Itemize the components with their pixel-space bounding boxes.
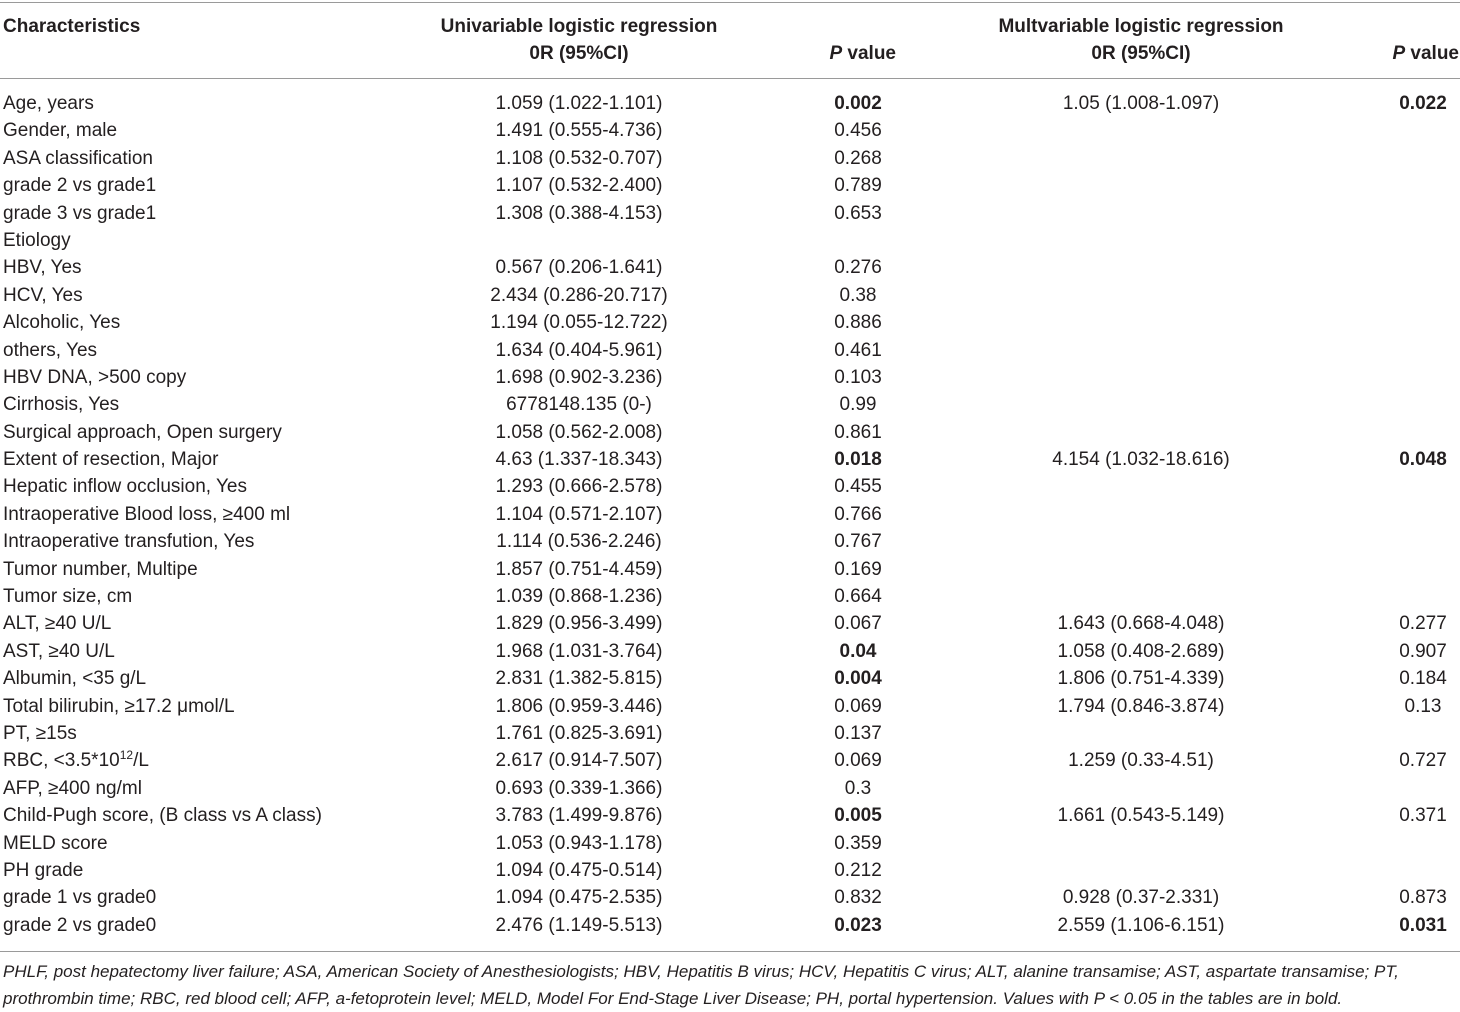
cell-univariable-or: 3.783 (1.499-9.876) [495,805,663,827]
cell-univariable-p: 0.005 [834,805,882,827]
header-univariable-p-label: value [842,43,896,64]
characteristic-label: MELD score [3,832,108,854]
table-row [0,172,1460,199]
characteristic-label: ASA classification [3,147,153,169]
cell-univariable-or: 1.053 (0.943-1.178) [495,832,663,854]
cell-characteristic [3,912,156,939]
characteristic-label: Intraoperative Blood loss, ≥400 ml [3,503,291,525]
characteristic-unit: /L [133,750,149,772]
cell-univariable-or: 1.039 (0.868-1.236) [495,586,663,608]
cell-univariable-p: 0.018 [834,449,882,471]
header-univariable [416,13,742,67]
cell-univariable-p: 0.861 [834,421,882,443]
table-body [0,90,1460,939]
cell-multivariable-p: 0.727 [1399,750,1447,772]
table-row [0,309,1460,336]
cell-univariable-or: 1.059 (1.022-1.101) [495,93,663,114]
cell-univariable-or: 1.094 (0.475-0.514) [495,859,663,881]
characteristic-label: Surgical approach, Open surgery [3,421,282,443]
characteristic-label: grade 2 vs grade1 [3,175,157,197]
cell-univariable-p: 0.069 [834,750,882,772]
cell-univariable-p: 0.023 [834,914,882,936]
cell-characteristic [3,830,108,857]
table-row [0,501,1460,528]
cell-univariable-or: 1.806 (0.959-3.446) [495,695,663,717]
cell-characteristic [3,775,142,802]
cell-univariable-or: 1.968 (1.031-3.764) [495,640,663,662]
cell-multivariable-p: 0.907 [1399,640,1447,662]
header-multivariable-or: 0R (95%CI) [1091,43,1191,64]
table-row [0,117,1460,144]
cell-univariable-p: 0.3 [844,777,872,799]
cell-univariable-p: 0.456 [834,120,882,142]
cell-characteristic [3,610,111,637]
cell-characteristic [3,117,117,144]
cell-multivariable-or: 1.259 (0.33-4.51) [1068,750,1214,772]
table-bottom-rule [0,951,1460,952]
header-multivariable-title: Multvariable logistic regression [998,16,1284,37]
cell-univariable-or: 2.831 (1.382-5.815) [495,668,663,690]
characteristic-label: grade 1 vs grade0 [3,887,157,909]
table-row [0,912,1460,939]
cell-multivariable-p: 0.371 [1399,805,1447,827]
cell-univariable-or: 1.107 (0.532-2.400) [495,175,663,197]
cell-multivariable-or: 1.794 (0.846-3.874) [1057,695,1225,717]
table-row [0,391,1460,418]
cell-univariable-p: 0.103 [834,366,882,388]
table-row [0,556,1460,583]
cell-characteristic [3,884,156,911]
table-row [0,254,1460,281]
cell-characteristic [3,857,83,884]
cell-multivariable-p: 0.184 [1399,668,1447,690]
table-row [0,90,1460,117]
cell-univariable-or: 1.829 (0.956-3.499) [495,613,663,635]
cell-univariable-p: 0.04 [839,640,877,662]
table-row [0,145,1460,172]
cell-univariable-p: 0.38 [839,284,877,306]
cell-characteristic [3,337,97,364]
table-row [0,884,1460,911]
cell-univariable-or: 1.857 (0.751-4.459) [495,558,663,580]
cell-characteristic [3,583,132,610]
cell-univariable-p: 0.832 [834,887,882,909]
characteristic-label: Age, years [3,93,94,114]
table-row [0,665,1460,692]
characteristic-label: AST, ≥40 U/L [3,640,115,662]
header-multivariable-p [1340,40,1459,67]
characteristic-label: Alcoholic, Yes [3,312,121,334]
cell-univariable-p: 0.268 [834,147,882,169]
cell-univariable-p: 0.461 [834,339,882,361]
cell-characteristic [3,145,153,172]
table-row [0,200,1460,227]
characteristic-label: HBV, Yes [3,257,82,279]
cell-characteristic [3,665,146,692]
cell-multivariable-or: 1.643 (0.668-4.048) [1057,613,1225,635]
cell-univariable-p: 0.002 [834,93,882,114]
characteristic-label: Extent of resection, Major [3,449,219,471]
cell-multivariable-p: 0.048 [1399,449,1447,471]
characteristic-label: AFP, ≥400 ng/ml [3,777,142,799]
header-univariable-or: 0R (95%CI) [529,43,629,64]
table-row [0,610,1460,637]
cell-multivariable-or: 1.806 (0.751-4.339) [1057,668,1225,690]
cell-univariable-p: 0.359 [834,832,882,854]
characteristic-label: Intraoperative transfution, Yes [3,531,255,553]
cell-univariable-or: 1.698 (0.902-3.236) [495,366,663,388]
header-univariable-title: Univariable logistic regression [440,16,718,37]
cell-characteristic [3,309,120,336]
characteristic-label: HCV, Yes [3,284,83,306]
cell-univariable-or: 1.108 (0.532-0.707) [495,147,663,169]
cell-multivariable-p: 0.277 [1399,613,1447,635]
table-row [0,528,1460,555]
cell-multivariable-p: 0.873 [1399,887,1447,909]
footnote-text: PHLF, post hepatectomy liver failure; ASA, American Society of Anesthesiologists; HBV, Hepatitis B virus; HCV, Hepatitis C virus; ALT, alanine transamise; AST, aspartate transamise; PT, prothrombin time; RBC, red blood cell; AFP, a-fetoprotein level; MELD, Model For End-Stage Liver Disease; PH, portal hypertension. Values with [3,962,1399,1008]
cell-univariable-p: 0.767 [834,531,882,553]
characteristic-superscript: 12 [119,748,134,763]
cell-multivariable-p: 0.031 [1399,914,1447,936]
cell-univariable-or: 0.567 (0.206-1.641) [495,257,663,279]
cell-characteristic [3,638,115,665]
cell-multivariable-or: 1.058 (0.408-2.689) [1057,640,1225,662]
characteristic-label: RBC, <3.5*10 [3,750,120,772]
cell-characteristic [3,419,282,446]
table-row [0,857,1460,884]
table-row [0,473,1460,500]
cell-characteristic [3,391,119,418]
cell-univariable-or: 1.114 (0.536-2.246) [496,531,662,553]
footnote-p-symbol: P [1093,989,1105,1008]
cell-characteristic [3,172,156,199]
table-row [0,364,1460,391]
table-row [0,419,1460,446]
cell-univariable-p: 0.766 [834,503,882,525]
footnote-text-end: < 0.05 in the tables are in bold. [1104,989,1343,1008]
cell-univariable-p: 0.137 [834,722,882,744]
cell-characteristic [3,802,322,829]
cell-univariable-p: 0.653 [834,202,882,224]
cell-characteristic [3,556,198,583]
table-row [0,446,1460,473]
cell-univariable-or: 6778148.135 (0-) [506,394,652,416]
cell-multivariable-or: 1.661 (0.543-5.149) [1057,805,1225,827]
cell-characteristic [3,364,186,391]
table-top-rule [0,2,1460,3]
table-row [0,638,1460,665]
cell-characteristic [3,693,235,720]
header-multivariable-p-label: value [1405,43,1459,64]
cell-characteristic [3,446,218,473]
characteristic-label: ALT, ≥40 U/L [3,613,112,635]
characteristic-label: Albumin, <35 g/L [3,668,147,690]
cell-characteristic [3,720,77,747]
cell-univariable-or: 1.058 (0.562-2.008) [495,421,663,443]
characteristic-label: Total bilirubin, ≥17.2 μmol/L [3,695,235,717]
header-multivariable [960,13,1322,67]
table-footnote [3,958,1458,1012]
characteristic-label: PT, ≥15s [3,722,77,744]
characteristic-label: Hepatic inflow occlusion, Yes [3,476,247,498]
header-univariable-p [786,40,896,67]
characteristic-label: Tumor number, Multipe [3,558,198,580]
cell-univariable-p: 0.886 [834,312,882,334]
cell-univariable-or: 1.104 (0.571-2.107) [495,503,663,525]
table-row [0,747,1460,774]
characteristic-label: grade 3 vs grade1 [3,202,157,224]
cell-univariable-or: 2.434 (0.286-20.717) [490,284,668,306]
cell-univariable-or: 2.476 (1.149-5.513) [495,914,663,936]
characteristic-label: Etiology [3,229,71,251]
characteristic-label: others, Yes [3,339,98,361]
cell-univariable-or: 1.308 (0.388-4.153) [495,202,663,224]
cell-univariable-or: 1.094 (0.475-2.535) [495,887,663,909]
cell-univariable-p: 0.99 [839,394,877,416]
cell-univariable-p: 0.664 [834,586,882,608]
characteristic-label: PH grade [3,859,84,881]
cell-characteristic [3,501,290,528]
cell-characteristic [3,282,83,309]
cell-univariable-p: 0.169 [834,558,882,580]
characteristic-label: Gender, male [3,120,118,142]
table-header-rule [0,78,1460,79]
cell-multivariable-or: 1.05 (1.008-1.097) [1062,93,1220,114]
table-header [0,12,1460,72]
table-row [0,583,1460,610]
cell-characteristic [3,747,149,774]
table-row [0,227,1460,254]
cell-characteristic [3,473,247,500]
cell-univariable-p: 0.212 [834,859,882,881]
table-row [0,282,1460,309]
cell-univariable-p: 0.789 [834,175,882,197]
cell-multivariable-or: 2.559 (1.106-6.151) [1057,914,1225,936]
cell-multivariable-or: 0.928 (0.37-2.331) [1062,887,1220,909]
cell-univariable-or: 1.293 (0.666-2.578) [495,476,663,498]
cell-univariable-p: 0.276 [834,257,882,279]
cell-univariable-p: 0.069 [834,695,882,717]
cell-univariable-or: 1.634 (0.404-5.961) [495,339,663,361]
table-row [0,720,1460,747]
cell-univariable-or: 2.617 (0.914-7.507) [495,750,663,772]
characteristic-label: Tumor size, cm [3,586,133,608]
cell-univariable-or: 4.63 (1.337-18.343) [495,449,663,471]
table-row [0,693,1460,720]
characteristic-label: Child-Pugh score, (B class vs A class) [3,805,322,827]
characteristic-label: Cirrhosis, Yes [3,394,120,416]
cell-univariable-or: 1.761 (0.825-3.691) [495,722,663,744]
cell-multivariable-p: 0.13 [1404,695,1442,717]
cell-multivariable-or: 4.154 (1.032-18.616) [1052,449,1230,471]
cell-characteristic [3,254,82,281]
cell-multivariable-p: 0.022 [1399,93,1447,114]
table-row [0,802,1460,829]
header-univariable-p-symbol: P [829,43,843,64]
cell-characteristic [3,200,156,227]
cell-univariable-p: 0.455 [834,476,882,498]
cell-characteristic [3,227,71,254]
cell-characteristic [3,90,94,117]
cell-univariable-p: 0.067 [834,613,882,635]
table-row [0,830,1460,857]
header-characteristics: Characteristics [3,16,141,37]
characteristic-label: grade 2 vs grade0 [3,914,157,936]
cell-univariable-or: 1.491 (0.555-4.736) [495,120,663,142]
cell-univariable-or: 1.194 (0.055-12.722) [490,312,668,334]
header-multivariable-p-symbol: P [1392,43,1406,64]
cell-characteristic [3,528,254,555]
characteristic-label: HBV DNA, >500 copy [3,366,187,388]
cell-univariable-or: 0.693 (0.339-1.366) [495,777,663,799]
cell-univariable-p: 0.004 [834,668,882,690]
table-row [0,775,1460,802]
table-row [0,337,1460,364]
